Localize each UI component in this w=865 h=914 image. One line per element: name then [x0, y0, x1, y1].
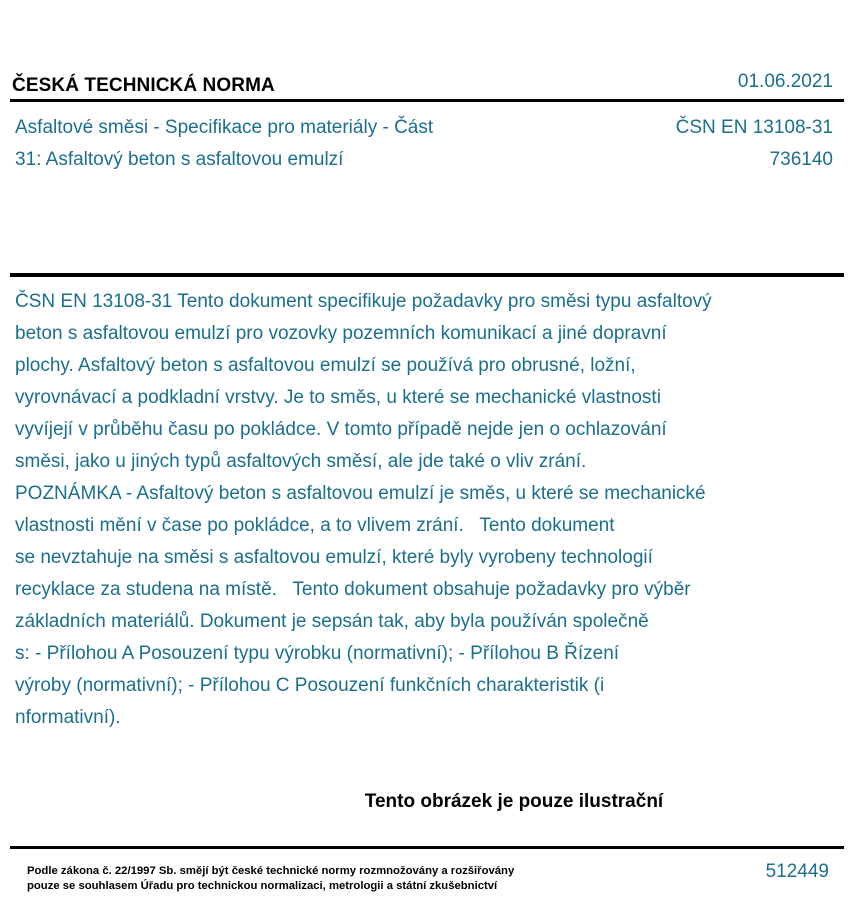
footer-legal-line: pouze se souhlasem Úřadu pro technickou normalizaci, metrologii a státní zkušebnictví — [27, 880, 498, 892]
standard-class-number: 736140 — [769, 149, 833, 170]
abstract-line: výroby (normativní); - Přílohou C Posouzení funkčních charakteristik (i — [15, 675, 605, 696]
abstract-line: POZNÁMKA - Asfaltový beton s asfaltovou emulzí je směs, u které se mechanické — [15, 483, 706, 504]
header-divider — [10, 99, 844, 102]
standard-code: ČSN EN 13108-31 — [675, 117, 833, 138]
abstract-line: vyrovnávací a podkladní vrstvy. Je to směs, u které se mechanické vlastnosti — [15, 387, 661, 408]
abstract-line: beton s asfaltovou emulzí pro vozovky pozemních komunikací a jiné dopravní — [15, 323, 667, 344]
abstract-line: základních materiálů. Dokument je sepsán tak, aby byla používán společně — [15, 611, 649, 632]
footer-divider — [10, 846, 844, 849]
footer-legal-line: Podle zákona č. 22/1997 Sb. smějí být české technické normy rozmnožovány a rozšiřovány — [27, 865, 515, 877]
standard-title-line-1: Asfaltové směsi - Specifikace pro materiály - Část — [15, 117, 434, 138]
abstract-line: vlastnosti mění v čase po pokládce, a to vlivem zrání. Tento dokument — [15, 515, 615, 536]
abstract-line: plochy. Asfaltový beton s asfaltovou emulzí se používá pro obrusné, ložní, — [15, 355, 636, 376]
abstract-line: ČSN EN 13108-31 Tento dokument specifikuje požadavky pro směsi typu asfaltový — [15, 291, 712, 312]
illustration-note: Tento obrázek je pouze ilustrační — [364, 791, 664, 812]
abstract-line: nformativní). — [15, 707, 121, 728]
footer-legal-notice — [27, 864, 514, 894]
abstract-line: se nevztahuje na směsi s asfaltovou emulzí, které byly vyrobeny technologií — [15, 547, 653, 568]
standard-title-line-2: 31: Asfaltový beton s asfaltovou emulzí — [15, 149, 344, 170]
abstract-line: vyvíjejí v průběhu času po pokládce. V tomto případě nejde jen o ochlazování — [15, 419, 667, 440]
header-date: 01.06.2021 — [737, 71, 833, 92]
abstract-line: směsi, jako u jiných typů asfaltových směsí, ale jde také o vliv zrání. — [15, 451, 587, 472]
document-abstract — [15, 286, 845, 734]
header-title: ČESKÁ TECHNICKÁ NORMA — [12, 75, 275, 96]
abstract-line: recyklace za studena na místě. Tento dokument obsahuje požadavky pro výběr — [15, 579, 691, 600]
title-divider — [10, 273, 844, 277]
footer-document-number: 512449 — [765, 861, 829, 882]
abstract-line: s: - Přílohou A Posouzení typu výrobku (normativní); - Přílohou B Řízení — [15, 643, 620, 664]
